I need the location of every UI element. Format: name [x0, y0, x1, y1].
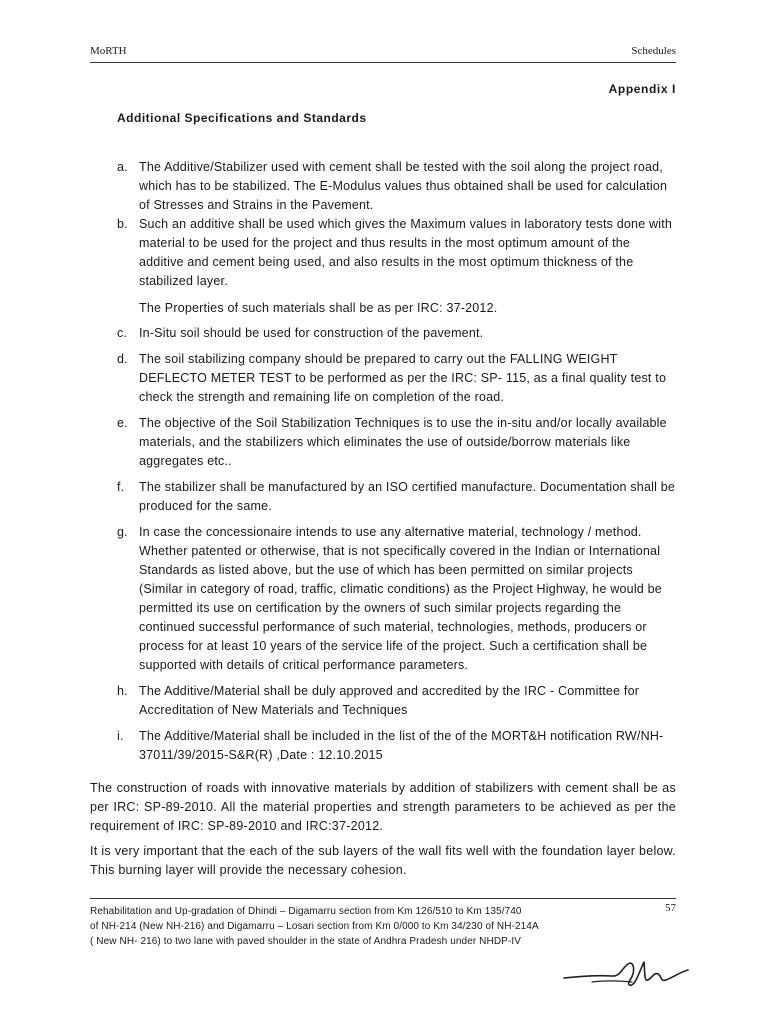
list-marker: g. [117, 525, 128, 539]
appendix-label: Appendix I [608, 82, 676, 96]
list-item [117, 350, 677, 407]
specification-list [117, 158, 677, 772]
list-marker: f. [117, 480, 125, 494]
list-item-text: The Additive/Material shall be included in the list of the of the MORT&H notification RW/NH-37011/39/2015-S&R(R) ,Date : 12.10.2015 [139, 729, 664, 762]
list-item-text: Such an additive shall be used which gives the Maximum values in laboratory tests done with material to be used for the project and thus results in the most optimum amount of the additive and cement being used, and also results in the most optimum thickness of the stabilized layer. [139, 217, 673, 288]
list-item [117, 215, 677, 291]
list-item-text: The Additive/Material shall be duly approved and accredited by the IRC - Committee for Accreditation of New Materials and Techniques [139, 684, 640, 717]
page-number: 57 [665, 902, 676, 914]
list-item-text: In-Situ soil should be used for construction of the pavement. [139, 326, 484, 340]
header-right: Schedules [631, 45, 676, 57]
list-item [117, 158, 677, 215]
list-item-text: The soil stabilizing company should be prepared to carry out the FALLING WEIGHT DEFLECTO METER TEST to be performed as per the IRC: SP- 115, as a final quality test to check the strength and remaining life on completion of the road. [139, 352, 667, 404]
list-marker: d. [117, 352, 128, 366]
list-item [117, 478, 677, 516]
signature [562, 950, 692, 1000]
list-item-text: The Additive/Stabilizer used with cement shall be tested with the soil along the project road, which has to be stabilized. The E-Modulus values thus obtained shall be used for calculation of Stresses and Strains in the Pavement. [139, 160, 668, 212]
footer-divider [90, 898, 676, 899]
list-item-text: The objective of the Soil Stabilization Techniques is to use the in-situ and/or locally available materials, and the stabilizers which eliminates the use of outside/borrow materials like aggregates etc.. [139, 416, 667, 468]
footer-line: ( New NH- 216) to two lane with paved shoulder in the state of Andhra Pradesh under NHDP-IV [90, 936, 521, 947]
list-marker: a. [117, 160, 128, 174]
list-item [117, 414, 677, 471]
body-paragraph: It is very important that the each of the sub layers of the wall fits well with the foundation layer below. This burning layer will provide the necessary cohesion. [90, 844, 676, 877]
header-divider [90, 62, 676, 63]
list-marker: i. [117, 729, 124, 743]
list-item [117, 523, 677, 675]
footer-line: Rehabilitation and Up-gradation of Dhindi – Digamarru section from Km 126/510 to Km 135/740 [90, 906, 522, 917]
list-item-note: The Properties of such materials shall be as per IRC: 37-2012. [139, 301, 498, 315]
list-item [117, 682, 677, 720]
list-marker: c. [117, 326, 128, 340]
list-item [117, 727, 677, 765]
footer-text [90, 904, 560, 949]
list-marker: e. [117, 416, 128, 430]
list-item-text: In case the concessionaire intends to use any alternative material, technology / method. Whether patented or otherwise, that is not specifically covered in the Indian or International Standards as listed above, but the use of which has been permitted on similar projects (Similar in category of road, traffic, climatic conditions) as the Project Highway, he would be permitted its use on certification by the owners of such similar projects regarding the continued successful performance of such material, technologies, methods, producers or process for at least 10 years of the service life of the project. Such a certification shall be supported with details of critical performance parameters. [139, 525, 662, 672]
list-item-text: The stabilizer shall be manufactured by an ISO certified manufacture. Documentation shall be produced for the same. [139, 480, 676, 513]
header-left: MoRTH [90, 45, 127, 57]
section-title: Additional Specifications and Standards [117, 111, 367, 125]
list-marker: h. [117, 684, 128, 698]
body-paragraph: The construction of roads with innovative materials by addition of stabilizers with cement shall be as per IRC: SP-89-2010. All the material properties and strength parameters to be achieved as per the requirement of IRC: SP-89-2010 and IRC:37-2012. [90, 781, 676, 833]
footer-line: of NH-214 (New NH-216) and Digamarru – Losari section from Km 0/000 to Km 34/230 of NH-214A [90, 921, 539, 932]
list-item [117, 324, 677, 343]
list-marker: b. [117, 217, 128, 231]
